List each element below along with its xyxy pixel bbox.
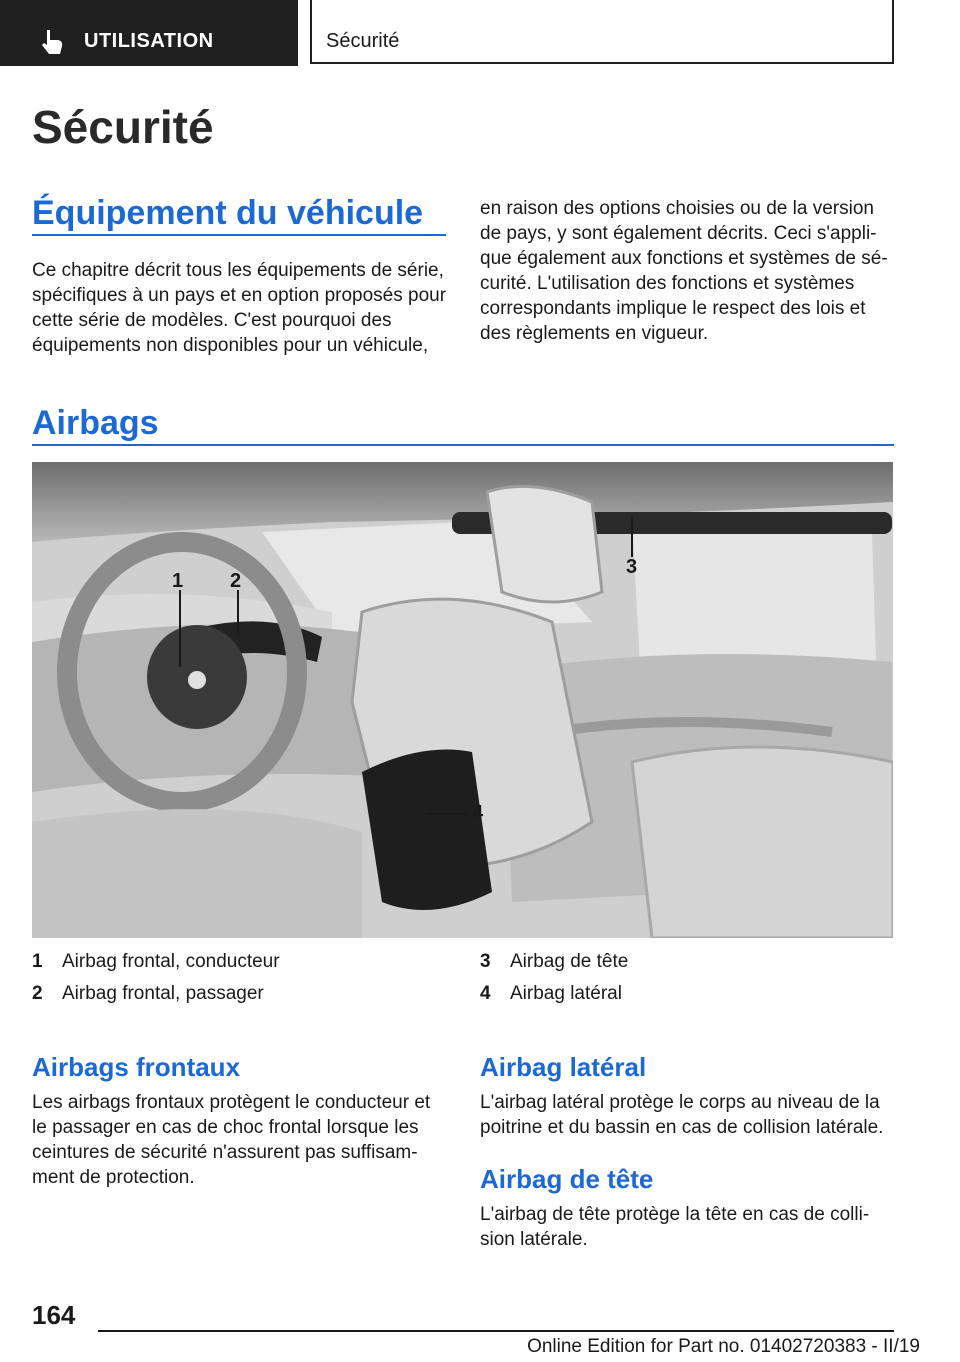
page-title: Sécurité (32, 101, 214, 153)
airbags-heading: Airbags (32, 404, 159, 442)
equipment-text-col1: Ce chapitre décrit tous les équipements de série, spécifiques à un pays et en option proposés pour cette série de modèles. C'est pourquoi des équipements non disponibles pour un véhicule, (32, 260, 447, 356)
front-airbags-text: Les airbags frontaux protègent le conducteur et le passager en cas de choc frontal lorsque les ceintures de sécurité n'assurent pas suffisam-ment de protection. (32, 1092, 431, 1188)
section-tab (0, 0, 298, 66)
footer-rule (98, 1330, 894, 1332)
side-airbag-heading: Airbag latéral (480, 1052, 647, 1082)
legend-text: Airbag frontal, conducteur (62, 951, 280, 972)
airbag-illustration (32, 462, 893, 938)
hand-pointer-icon (38, 27, 68, 57)
equipment-text-col2: en raison des options choisies ou de la version de pays, y sont également décrits. Ceci s'appli-que également aux fonctions et systèmes de sé-curité. L'utilisation des fonctions et systèmes correspondants implique le respect des lois et des règlements en vigueur. (480, 198, 888, 344)
front-airbags-heading: Airbags frontaux (32, 1052, 241, 1082)
legend-item (480, 946, 628, 978)
edition-note: Online Edition for Part no. 01402720383 - II/19 (527, 1336, 920, 1357)
chapter-tab (310, 0, 894, 64)
head-airbag-heading: Airbag de tête (480, 1164, 654, 1194)
legend-item (480, 978, 628, 1010)
legend-number: 2 (32, 983, 43, 1004)
legend-number: 1 (32, 951, 43, 972)
legend-item (32, 978, 280, 1010)
legend-item (32, 946, 280, 978)
callout-3: 3 (626, 556, 638, 578)
legend-col1 (32, 946, 280, 1010)
chapter-label: Sécurité (326, 30, 400, 52)
callout-4: 4 (472, 802, 484, 824)
legend-number: 4 (480, 983, 491, 1004)
callout-2: 2 (230, 570, 242, 592)
head-airbag-text: L'airbag de tête protège la tête en cas de colli-sion latérale. (480, 1204, 870, 1250)
legend-text: Airbag de tête (510, 951, 629, 972)
equipment-rule (32, 234, 446, 236)
legend-number: 3 (480, 951, 491, 972)
section-label: UTILISATION (84, 30, 214, 52)
legend-text: Airbag frontal, passager (62, 983, 264, 1004)
car-interior-drawing (32, 462, 893, 938)
legend-text: Airbag latéral (510, 983, 622, 1004)
legend-col2 (480, 946, 628, 1010)
equipment-heading: Équipement du véhicule (32, 194, 424, 232)
airbags-rule (32, 444, 894, 446)
page-number: 164 (32, 1300, 76, 1330)
side-airbag-text: L'airbag latéral protège le corps au niveau de la poitrine et du bassin en cas de collision latérale. (480, 1092, 884, 1138)
callout-1: 1 (172, 570, 184, 592)
